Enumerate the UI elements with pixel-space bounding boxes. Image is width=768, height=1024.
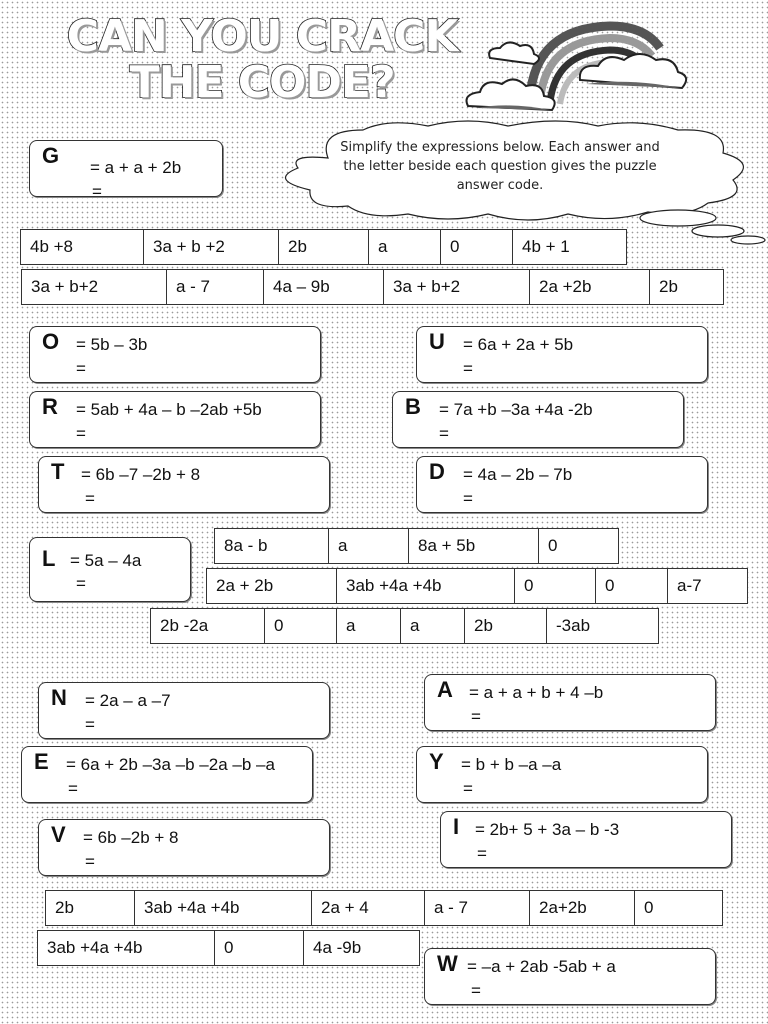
answer-equals: = <box>76 424 86 443</box>
question-expression: = a + a + 2b <box>90 158 182 177</box>
answer-equals: = <box>463 359 473 378</box>
answer-equals: = <box>439 424 449 443</box>
question-expression: = 7a +b –3a +4a -2b <box>439 400 593 419</box>
question-expression: = 5b – 3b <box>76 335 148 354</box>
code-cell: -3ab <box>556 616 591 635</box>
answer-equals: = <box>85 489 95 508</box>
code-cell: 4b + 1 <box>522 237 570 256</box>
question-letter: N <box>51 685 67 710</box>
code-cell: 0 <box>515 569 596 603</box>
question-letter: O <box>42 329 60 354</box>
question-r <box>29 391 321 448</box>
answer-equals: = <box>85 852 95 871</box>
rainbow-clouds-icon <box>460 18 690 118</box>
question-letter: V <box>51 822 66 847</box>
question-letter: B <box>405 394 421 419</box>
code-row-4 <box>206 568 748 604</box>
code-cell: 8a + 5b <box>409 529 539 563</box>
code-cell: 2b -2a <box>151 609 265 643</box>
question-t <box>38 456 330 513</box>
code-cell: 2b <box>279 230 369 264</box>
question-expression: = 2a – a –7 <box>85 691 171 710</box>
code-row-6 <box>45 890 723 926</box>
question-expression: = b + b –a –a <box>461 755 562 774</box>
code-cell: 4b +8 <box>21 230 144 264</box>
answer-equals: = <box>463 779 473 798</box>
question-letter: W <box>437 951 458 976</box>
code-cell: 0 <box>548 536 558 555</box>
question-expression: = 6a + 2a + 5b <box>463 335 574 354</box>
question-expression: = –a + 2ab -5ab + a <box>467 957 616 976</box>
question-letter: U <box>429 329 445 354</box>
question-u <box>416 326 708 383</box>
code-cell: 2b <box>46 891 135 925</box>
code-cell: a-7 <box>677 576 702 595</box>
answer-equals: = <box>85 715 95 734</box>
code-cell: 3ab +4a +4b <box>38 931 215 965</box>
question-v <box>38 819 330 876</box>
question-expression: = 6b –7 –2b + 8 <box>81 465 201 484</box>
question-letter: L <box>42 546 56 571</box>
question-g <box>29 140 223 201</box>
code-cell: 4a – 9b <box>264 270 384 304</box>
answer-equals: = <box>76 574 86 593</box>
question-a <box>424 674 716 731</box>
code-cell: a <box>329 529 409 563</box>
code-cell: 3ab +4a +4b <box>337 569 515 603</box>
question-letter: T <box>51 459 65 484</box>
answer-equals: = <box>76 359 86 378</box>
code-cell: 0 <box>265 609 337 643</box>
code-cell: 0 <box>441 230 513 264</box>
code-cell: 8a - b <box>215 529 329 563</box>
code-row-7 <box>37 930 420 966</box>
question-letter: D <box>429 459 445 484</box>
question-letter: I <box>453 814 460 839</box>
question-expression: = 2b+ 5 + 3a – b -3 <box>475 820 620 839</box>
answer-equals: = <box>463 489 473 508</box>
question-letter: Y <box>429 749 444 774</box>
question-expression: = 4a – 2b – 7b <box>463 465 573 484</box>
question-letter: G <box>42 143 60 168</box>
question-y <box>416 746 708 803</box>
question-letter: E <box>34 749 49 774</box>
answer-equals: = <box>471 707 481 726</box>
code-cell: 0 <box>596 569 668 603</box>
question-n <box>38 682 330 739</box>
question-o <box>29 326 321 383</box>
question-letter: R <box>42 394 58 419</box>
code-cell: 2a +2b <box>530 270 650 304</box>
answer-equals: = <box>471 981 481 1000</box>
question-e <box>21 746 313 803</box>
question-expression: = a + a + b + 4 –b <box>469 683 604 702</box>
code-cell: 2a + 2b <box>207 569 337 603</box>
answer-equals: = <box>68 779 78 798</box>
question-expression: = 6a + 2b –3a –b –2a –b –a <box>66 755 275 774</box>
code-cell: 2a+2b <box>530 891 635 925</box>
question-w <box>424 948 716 1005</box>
code-cell: 3a + b +2 <box>144 230 279 264</box>
question-d <box>416 456 708 513</box>
code-cell: 3a + b+2 <box>22 270 167 304</box>
instructions-text: Simplify the expressions below. Each answer and the letter beside each question gives the puzzle answer code. <box>340 140 660 193</box>
code-row-2 <box>21 269 724 305</box>
code-cell: 2b <box>659 277 678 296</box>
title-line-1: CAN YOU CRACK <box>66 11 458 62</box>
question-i <box>440 811 732 868</box>
question-letter: A <box>437 677 453 702</box>
answer-equals: = <box>477 844 487 863</box>
question-expression: = 5a – 4a <box>70 551 142 570</box>
question-expression: = 6b –2b + 8 <box>83 828 179 847</box>
code-cell: 3a + b+2 <box>384 270 530 304</box>
answer-equals: = <box>92 182 102 201</box>
code-cell: 2b <box>465 609 547 643</box>
code-cell: 2a + 4 <box>312 891 425 925</box>
question-b <box>392 391 684 448</box>
code-cell: 4a -9b <box>313 938 362 957</box>
code-cell: a <box>337 609 401 643</box>
code-cell: a - 7 <box>167 270 264 304</box>
question-l <box>29 537 191 602</box>
code-cell: a <box>369 230 441 264</box>
code-row-1 <box>20 229 627 265</box>
code-row-3 <box>214 528 619 564</box>
question-expression: = 5ab + 4a – b –2ab +5b <box>76 400 262 419</box>
code-row-5 <box>150 608 659 644</box>
code-cell: 0 <box>215 931 304 965</box>
title-line-2: THE CODE? <box>129 57 395 108</box>
code-cell: a <box>401 609 465 643</box>
code-cell: 0 <box>644 898 654 917</box>
code-cell: a - 7 <box>425 891 530 925</box>
code-cell: 3ab +4a +4b <box>135 891 312 925</box>
page-title <box>62 11 462 108</box>
